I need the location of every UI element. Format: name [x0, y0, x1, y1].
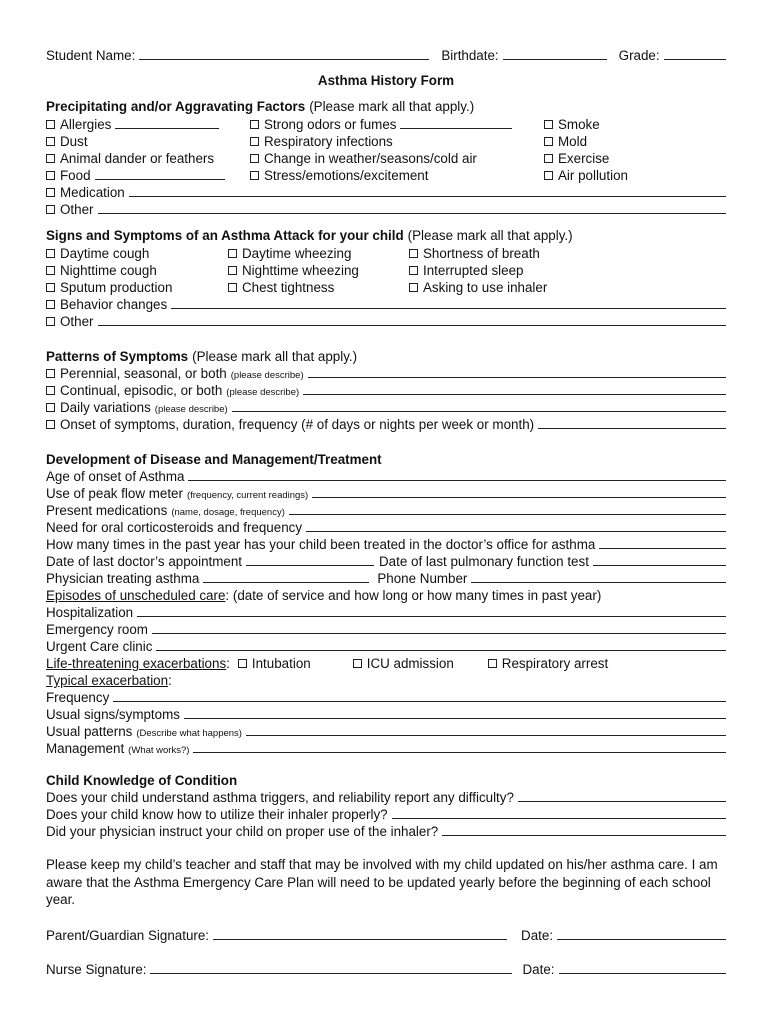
continual-field[interactable]	[303, 393, 726, 395]
nurse-signature-field[interactable]	[150, 972, 512, 974]
pattern-daily[interactable]: Daily variations (please describe)	[46, 398, 726, 415]
times-treated-field[interactable]	[599, 547, 726, 549]
oral-cortico-field[interactable]	[306, 530, 726, 532]
parent-date-field[interactable]	[557, 938, 726, 940]
management-field[interactable]	[193, 751, 726, 753]
checkbox[interactable]	[544, 154, 553, 163]
closing-paragraph: Please keep my child’s teacher and staff that may be involved with my child updated on his/her asthma care. I am aware that the Asthma Emergency Care Plan will need to be updated yearly before the beginning of each school year.	[46, 857, 718, 907]
checkbox[interactable]	[250, 154, 259, 163]
times-treated-row: How many times in the past year has your child been treated in the doctor’s office for asthma	[46, 535, 726, 552]
usual-signs-field[interactable]	[184, 717, 726, 719]
episodes-row: Episodes of unscheduled care : (date of service and how long or how many times in past year)	[46, 588, 602, 603]
checkbox[interactable]	[544, 171, 553, 180]
checkbox[interactable]	[46, 266, 55, 275]
signs-heading: Signs and Symptoms of an Asthma Attack for your child	[46, 228, 404, 243]
factor-air-pollution[interactable]: Air pollution	[544, 166, 628, 183]
factor-food[interactable]: Food	[46, 166, 225, 183]
knowledge-q2-row: Does your child know how to utilize their inhaler properly?	[46, 805, 726, 822]
perennial-field[interactable]	[308, 376, 726, 378]
last-pulm-field[interactable]	[593, 564, 726, 566]
onset-field[interactable]	[538, 427, 726, 429]
factor-smoke[interactable]: Smoke	[544, 115, 600, 132]
pattern-continual[interactable]: Continual, episodic, or both (please describe)	[46, 381, 726, 398]
checkbox[interactable]	[409, 266, 418, 275]
factor-odors[interactable]: Strong odors or fumes	[250, 115, 512, 132]
checkbox[interactable]	[46, 249, 55, 258]
management-row: Management (What works?)	[46, 739, 726, 756]
parent-signature-field[interactable]	[213, 938, 507, 940]
frequency-row: Frequency	[46, 688, 726, 705]
frequency-field[interactable]	[113, 700, 726, 702]
checkbox[interactable]	[409, 249, 418, 258]
factor-medication[interactable]: Medication	[46, 183, 726, 200]
checkbox[interactable]	[46, 369, 55, 378]
usual-signs-row: Usual signs/symptoms	[46, 705, 726, 722]
student-name-label: Student Name:	[46, 48, 136, 63]
factor-allergies[interactable]: Allergies	[46, 115, 219, 132]
sign-daytime-cough[interactable]: Daytime cough	[46, 244, 149, 261]
life-threat-row: Life-threatening exacerbations : Intubation ICU admission Respiratory arrest	[46, 656, 609, 671]
development-heading: Development of Disease and Management/Treatment	[46, 452, 382, 467]
emergency-row: Emergency room	[46, 620, 726, 637]
knowledge-q3-row: Did your physician instruct your child on proper use of the inhaler?	[46, 822, 726, 839]
sign-nighttime-wheezing[interactable]: Nighttime wheezing	[228, 261, 359, 278]
pattern-onset[interactable]: Onset of symptoms, duration, frequency (# of days or nights per week or month)	[46, 415, 726, 432]
checkbox[interactable]	[250, 120, 259, 129]
sign-nighttime-cough[interactable]: Nighttime cough	[46, 261, 157, 278]
phone-field[interactable]	[471, 581, 726, 583]
birthdate-label: Birthdate:	[441, 48, 499, 63]
checkbox[interactable]	[46, 205, 55, 214]
checkbox[interactable]	[46, 300, 55, 309]
sign-daytime-wheezing[interactable]: Daytime wheezing	[228, 244, 351, 261]
peak-flow-field[interactable]	[312, 496, 726, 498]
behavior-field[interactable]	[171, 307, 726, 309]
age-onset-row: Age of onset of Asthma	[46, 467, 726, 484]
usual-patterns-row: Usual patterns (Describe what happens)	[46, 722, 726, 739]
knowledge-q3-field[interactable]	[442, 834, 726, 836]
factor-exercise[interactable]: Exercise	[544, 149, 609, 166]
nurse-date-field[interactable]	[559, 972, 727, 974]
student-name-field[interactable]	[139, 58, 429, 60]
precipitating-note: (Please mark all that apply.)	[309, 99, 475, 114]
daily-field[interactable]	[232, 410, 726, 412]
checkbox[interactable]	[228, 249, 237, 258]
knowledge-q1-field[interactable]	[518, 800, 726, 802]
signs-heading-row	[46, 226, 726, 243]
checkbox[interactable]	[544, 137, 553, 146]
oral-cortico-row: Need for oral corticosteroids and frequency	[46, 518, 726, 535]
sign-chest-tightness[interactable]: Chest tightness	[228, 278, 334, 295]
parent-signature-row: Parent/Guardian Signature: Date:	[46, 926, 726, 943]
factor-mold[interactable]: Mold	[544, 132, 587, 149]
grade-label: Grade:	[618, 48, 660, 63]
sign-behavior[interactable]: Behavior changes	[46, 295, 726, 312]
form-title: Asthma History Form	[317, 73, 455, 88]
checkbox[interactable]	[250, 171, 259, 180]
factor-other-field[interactable]	[98, 212, 727, 214]
food-field[interactable]	[95, 178, 225, 180]
sign-shortness-breath[interactable]: Shortness of breath	[409, 244, 540, 261]
physician-field[interactable]	[203, 581, 369, 583]
hospitalization-field[interactable]	[137, 615, 726, 617]
sign-sputum[interactable]: Sputum production	[46, 278, 172, 295]
checkbox[interactable]	[46, 386, 55, 395]
checkbox[interactable]	[409, 283, 418, 292]
header-row	[46, 46, 726, 63]
last-appt-field[interactable]	[246, 564, 374, 566]
checkbox[interactable]	[46, 420, 55, 429]
patterns-heading-row	[46, 347, 726, 364]
sign-interrupted-sleep[interactable]: Interrupted sleep	[409, 261, 524, 278]
allergies-field[interactable]	[115, 127, 219, 129]
checkbox[interactable]	[46, 317, 55, 326]
checkbox[interactable]	[46, 188, 55, 197]
hospitalization-row: Hospitalization	[46, 603, 726, 620]
knowledge-q1-row: Does your child understand asthma triggers, and reliability report any difficulty?	[46, 788, 726, 805]
sign-other-field[interactable]	[98, 324, 727, 326]
medication-field[interactable]	[129, 195, 726, 197]
last-appt-row: Date of last doctor’s appointment Date of last pulmonary function test	[46, 552, 726, 569]
nurse-signature-row: Nurse Signature: Date:	[46, 960, 726, 977]
knowledge-q2-field[interactable]	[392, 817, 726, 819]
age-onset-field[interactable]	[188, 479, 726, 481]
patterns-note: (Please mark all that apply.)	[192, 349, 358, 364]
patterns-heading: Patterns of Symptoms	[46, 349, 189, 364]
checkbox[interactable]	[46, 283, 55, 292]
usual-patterns-field[interactable]	[246, 734, 726, 736]
typical-row: Typical exacerbation :	[46, 673, 172, 688]
factor-respiratory[interactable]: Respiratory infections	[250, 132, 393, 149]
sign-other[interactable]: Other	[46, 312, 726, 329]
checkbox[interactable]	[46, 120, 55, 129]
checkbox[interactable]	[250, 137, 259, 146]
resp-arrest-checkbox[interactable]	[488, 659, 497, 668]
physician-row: Physician treating asthma Phone Number	[46, 569, 726, 586]
checkbox[interactable]	[228, 266, 237, 275]
checkbox[interactable]	[228, 283, 237, 292]
precipitating-heading-row	[46, 97, 726, 114]
checkbox[interactable]	[544, 120, 553, 129]
peak-flow-row: Use of peak flow meter (frequency, current readings)	[46, 484, 726, 501]
factor-other[interactable]: Other	[46, 200, 726, 217]
precipitating-heading: Precipitating and/or Aggravating Factors	[46, 99, 306, 114]
checkbox[interactable]	[46, 137, 55, 146]
checkbox[interactable]	[46, 154, 55, 163]
odors-field[interactable]	[400, 127, 512, 129]
checkbox[interactable]	[46, 403, 55, 412]
factor-stress[interactable]: Stress/emotions/excitement	[250, 166, 428, 183]
grade-field[interactable]	[664, 58, 726, 60]
signs-note: (Please mark all that apply.)	[407, 228, 573, 243]
emergency-field[interactable]	[152, 632, 726, 634]
factor-animal-dander[interactable]: Animal dander or feathers	[46, 149, 214, 166]
factor-weather[interactable]: Change in weather/seasons/cold air	[250, 149, 477, 166]
urgent-field[interactable]	[156, 649, 726, 651]
knowledge-heading: Child Knowledge of Condition	[46, 773, 238, 788]
sign-asking-inhaler[interactable]: Asking to use inhaler	[409, 278, 547, 295]
icu-checkbox[interactable]	[353, 659, 362, 668]
intubation-checkbox[interactable]	[238, 659, 247, 668]
checkbox[interactable]	[46, 171, 55, 180]
factor-dust[interactable]: Dust	[46, 132, 88, 149]
pattern-perennial[interactable]: Perennial, seasonal, or both (please describe)	[46, 364, 726, 381]
present-meds-row: Present medications (name, dosage, frequency)	[46, 501, 726, 518]
birthdate-field[interactable]	[503, 58, 607, 60]
present-meds-field[interactable]	[289, 513, 726, 515]
urgent-row: Urgent Care clinic	[46, 637, 726, 654]
